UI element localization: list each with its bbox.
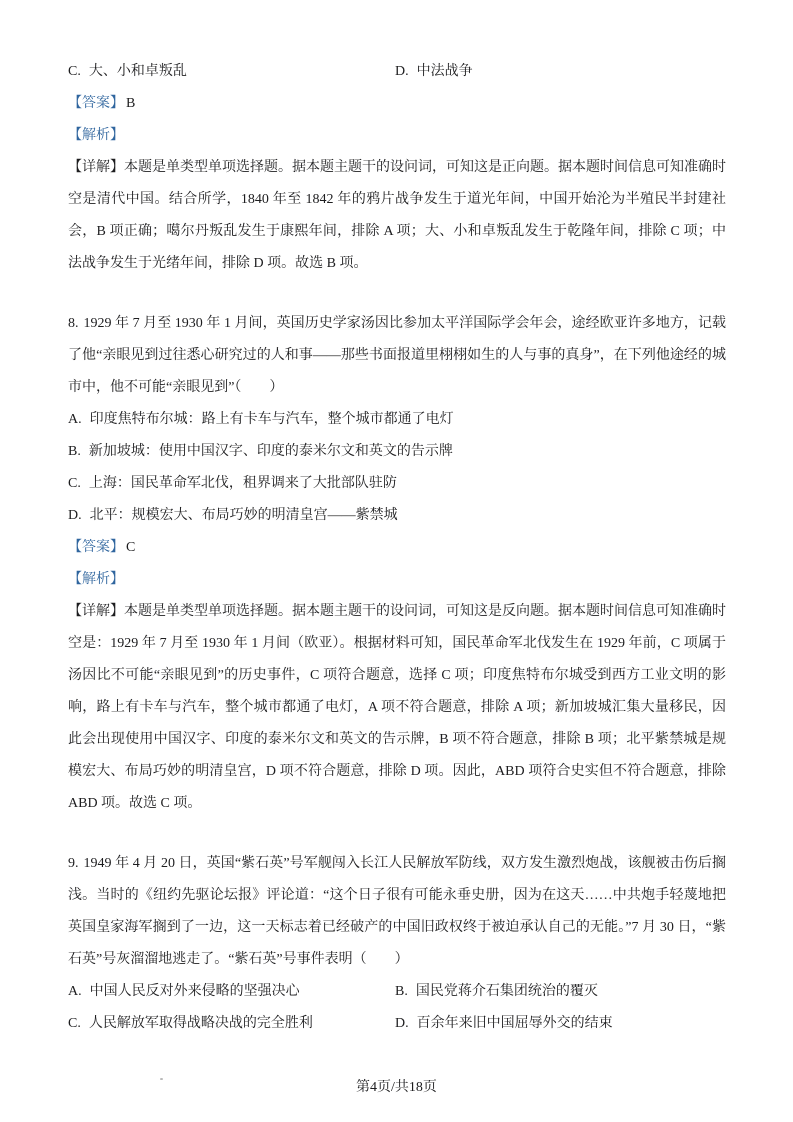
option-text: 国民党蒋介石集团统治的覆灭 [415, 984, 598, 999]
q8-option-b [68, 436, 726, 468]
q7-detail-paragraph [68, 152, 726, 280]
q7-analysis-line [68, 120, 726, 152]
detail-label: 【详解】 [68, 160, 124, 175]
option-text: 大、小和卓叛乱 [88, 64, 187, 79]
q9-option-b [395, 976, 726, 1008]
q9-option-a [68, 976, 395, 1008]
question-text: 1949 年 4 月 20 日，英国“紫石英”号军舰闯入长江人民解放军防线，双方发生激烈炮战，该舰被击伤后搁浅。当时的《纽约先驱论坛报》评论道：“这个日子很有可能永垂史册，因为在这天……中共炮手轻蔑地把英国皇家海军搁到了一边，这一天标志着已经破产的中国旧政权终于被迫承认自己的无能。”7 月 30 日，“紫石英”号灰溜溜地逃走了。“紫石英”号事件表明（ ） [68, 856, 726, 967]
option-text: 上海：国民革命军北伐，租界调来了大批部队驻防 [88, 476, 397, 491]
q9-options-row-1 [68, 976, 726, 1008]
option-text: 中法战争 [416, 64, 473, 79]
q8-option-a [68, 404, 726, 436]
q8-answer-line [68, 532, 726, 564]
option-letter: A. [68, 984, 82, 999]
question-text: 1929 年 7 月至 1930 年 1 月间，英国历史学家汤因比参加太平洋国际学会年会，途经欧亚许多地方，记载了他“亲眼见到过往悉心研究过的人和事——那些书面报道里栩栩如生的人与事的真身”，在下列他途经的城市中，他不可能“亲眼见到”（ ） [68, 316, 726, 395]
q9-stem [68, 848, 726, 976]
q8-stem [68, 308, 726, 404]
question-number: 8. [68, 316, 79, 331]
option-text: 百余年来旧中国屈辱外交的结束 [416, 1016, 613, 1031]
answer-value: C [126, 540, 136, 555]
q8-analysis-line [68, 564, 726, 596]
option-letter: A. [68, 412, 82, 427]
q7-answer-line [68, 88, 726, 120]
option-letter: D. [395, 1016, 409, 1031]
option-letter: C. [68, 476, 81, 491]
option-text: 人民解放军取得战略决战的完全胜利 [88, 1016, 313, 1031]
analysis-label: 【解析】 [68, 572, 124, 587]
q7-option-d [395, 56, 726, 88]
answer-value: B [126, 96, 136, 111]
q9-option-c [68, 1008, 395, 1040]
page-content [68, 56, 726, 1040]
q7-option-c [68, 56, 395, 88]
q9-options-row-2 [68, 1008, 726, 1040]
option-text: 北平：规模宏大、布局巧妙的明清皇宫——紫禁城 [89, 508, 398, 523]
detail-text: 本题是单类型单项选择题。据本题主题干的设问词，可知这是反向题。据本题时间信息可知准确时空是：1929 年 7 月至 1930 年 1 月间（欧亚）。根据材料可知，国民革命军北伐发生在 1929 年前，C 项属于汤因比不可能“亲眼见到”的历史事件，C 项符合题意，选择 C 项；印度焦特布尔城受到西方工业文明的影响，路上有卡车与汽车，整个城市都通了电灯，A 项不符合题意，排除 A 项；新加坡城汇集大量移民，因此会出现使用中国汉字、印度的泰米尔文和英文的告示牌，B 项不符合题意，排除 B 项；北平紫禁城是规模宏大、布局巧妙的明清皇宫，D 项不符合题意，排除 D 项。因此，ABD 项符合史实但不符合题意，排除 ABD 项。故选 C 项。 [68, 604, 726, 811]
detail-label: 【详解】 [68, 604, 124, 619]
detail-text: 本题是单类型单项选择题。据本题主题干的设问词，可知这是正向题。据本题时间信息可知准确时空是清代中国。结合所学，1840 年至 1842 年的鸦片战争发生于道光年间，中国开始沦为半殖民半封建社会，B 项正确；噶尔丹叛乱发生于康熙年间，排除 A 项；大、小和卓叛乱发生于乾隆年间，排除 C 项；中法战争发生于光绪年间，排除 D 项。故选 B 项。 [68, 160, 726, 271]
option-text: 印度焦特布尔城：路上有卡车与汽车，整个城市都通了电灯 [89, 412, 454, 427]
q8-detail-paragraph [68, 596, 726, 820]
analysis-label: 【解析】 [68, 128, 124, 143]
page-number-indicator: 第4页/共18页 [356, 1080, 437, 1095]
option-text: 新加坡城：使用中国汉字、印度的泰米尔文和英文的告示牌 [88, 444, 453, 459]
option-letter: D. [395, 64, 409, 79]
question-number: 9. [68, 856, 79, 871]
option-letter: D. [68, 508, 82, 523]
answer-label: 【答案】 [68, 540, 124, 555]
option-text: 中国人民反对外来侵略的坚强决心 [89, 984, 300, 999]
q7-options-row [68, 56, 726, 88]
option-letter: B. [68, 444, 81, 459]
answer-label: 【答案】 [68, 96, 124, 111]
option-letter: B. [395, 984, 408, 999]
option-letter: C. [68, 64, 81, 79]
page-footer [0, 1072, 793, 1104]
q8-option-d [68, 500, 726, 532]
q9-option-d [395, 1008, 726, 1040]
q8-option-c [68, 468, 726, 500]
option-letter: C. [68, 1016, 81, 1031]
